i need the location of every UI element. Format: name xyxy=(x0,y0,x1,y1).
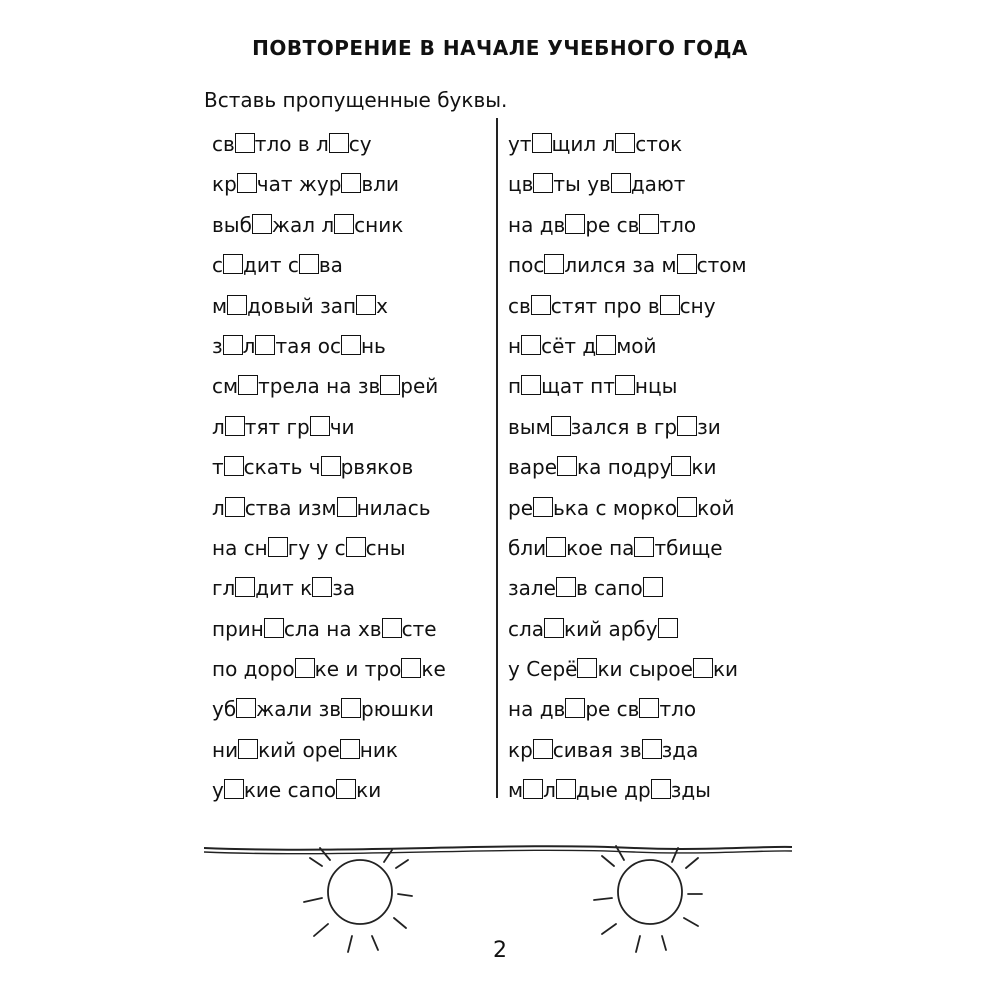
word-fragment: сла xyxy=(508,616,545,641)
exercise-item xyxy=(212,450,446,490)
exercise-item xyxy=(508,612,747,652)
word-fragment: ва xyxy=(318,253,343,278)
missing-letter-box[interactable] xyxy=(639,214,659,234)
exercise-item xyxy=(508,571,747,611)
exercise-item xyxy=(508,127,747,167)
missing-letter-box[interactable] xyxy=(533,173,553,193)
word-fragment: стят про в xyxy=(550,293,660,318)
word-fragment: кие сапо xyxy=(243,778,337,803)
word-fragment: сла на хв xyxy=(283,616,382,641)
missing-letter-box[interactable] xyxy=(321,456,341,476)
word-fragment: рюшки xyxy=(361,697,434,722)
word-fragment: зи xyxy=(697,414,721,439)
exercise-item xyxy=(212,289,446,329)
exercise-item xyxy=(508,652,747,692)
word-fragment: тая ос xyxy=(275,333,341,358)
word-fragment: м xyxy=(508,778,524,803)
word-fragment: рвяков xyxy=(340,455,414,480)
word-fragment: в сапо xyxy=(575,576,643,601)
word-fragment: ни xyxy=(212,737,239,762)
missing-letter-box[interactable] xyxy=(356,295,376,315)
missing-letter-box[interactable] xyxy=(312,577,332,597)
missing-letter-box[interactable] xyxy=(660,295,680,315)
word-fragment: жал л xyxy=(271,212,335,237)
sun-icon xyxy=(300,840,420,960)
word-fragment: л xyxy=(212,414,225,439)
exercise-item xyxy=(212,531,446,571)
missing-letter-box[interactable] xyxy=(658,618,678,638)
exercise-item xyxy=(508,531,747,571)
exercise-item xyxy=(212,571,446,611)
word-fragment: ты ув xyxy=(553,172,611,197)
exercise-item xyxy=(212,491,446,531)
missing-letter-box[interactable] xyxy=(556,779,576,799)
exercise-item xyxy=(212,652,446,692)
word-fragment: л xyxy=(242,333,256,358)
word-fragment: ре св xyxy=(585,212,640,237)
missing-letter-box[interactable] xyxy=(532,133,552,153)
word-fragment: ки сырое xyxy=(597,657,693,682)
word-fragment: сну xyxy=(679,293,716,318)
word-fragment: зды xyxy=(670,778,711,803)
word-fragment: рей xyxy=(400,374,439,399)
word-fragment: на дв xyxy=(508,212,566,237)
exercise-item xyxy=(508,450,747,490)
word-fragment: нцы xyxy=(634,374,678,399)
exercise-item xyxy=(508,167,747,207)
word-fragment: зался в гр xyxy=(570,414,678,439)
word-fragment: л xyxy=(543,778,556,803)
word-fragment: щил л xyxy=(551,132,616,156)
word-fragment: у Серё xyxy=(508,657,578,682)
word-fragment: нь xyxy=(360,333,386,358)
word-fragment: на дв xyxy=(508,697,566,722)
missing-letter-box[interactable] xyxy=(693,658,713,678)
word-fragment: тло xyxy=(659,212,697,237)
column-divider xyxy=(496,118,498,798)
missing-letter-box[interactable] xyxy=(544,618,564,638)
exercise-left-column xyxy=(212,127,446,814)
missing-letter-box[interactable] xyxy=(642,739,662,759)
word-fragment: дые др xyxy=(575,778,651,803)
word-fragment: дают xyxy=(630,172,686,197)
exercise-item xyxy=(508,329,747,369)
word-fragment: сток xyxy=(635,132,683,156)
word-fragment: см xyxy=(212,374,239,399)
word-fragment: сте xyxy=(401,616,437,641)
missing-letter-box[interactable] xyxy=(341,173,361,193)
word-fragment: су xyxy=(348,132,372,156)
missing-letter-box[interactable] xyxy=(255,335,275,355)
word-fragment: лился за м xyxy=(564,253,677,278)
word-fragment: сны xyxy=(365,535,406,560)
word-fragment: трела на зв xyxy=(258,374,381,399)
missing-letter-box[interactable] xyxy=(615,133,635,153)
word-fragment: довый зап xyxy=(247,293,357,318)
missing-letter-box[interactable] xyxy=(236,698,256,718)
missing-letter-box[interactable] xyxy=(346,537,366,557)
word-fragment: кий арбу xyxy=(564,616,658,641)
missing-letter-box[interactable] xyxy=(341,698,361,718)
word-fragment: кой xyxy=(697,495,735,520)
missing-letter-box[interactable] xyxy=(611,173,631,193)
exercise-item xyxy=(508,248,747,288)
word-fragment: нилась xyxy=(356,495,431,520)
word-fragment: ут xyxy=(508,132,532,156)
missing-letter-box[interactable] xyxy=(299,254,319,274)
missing-letter-box[interactable] xyxy=(546,537,566,557)
missing-letter-box[interactable] xyxy=(401,658,421,678)
word-fragment: тло в л xyxy=(254,132,329,156)
word-fragment: тбище xyxy=(654,535,723,560)
word-fragment: ка подру xyxy=(577,455,672,480)
word-fragment: ки xyxy=(691,455,717,480)
word-fragment: чи xyxy=(329,414,355,439)
word-fragment: вым xyxy=(508,414,551,439)
missing-letter-box[interactable] xyxy=(238,375,258,395)
word-fragment: тло xyxy=(659,697,697,722)
word-fragment: п xyxy=(508,374,522,399)
sun-icon xyxy=(590,840,710,960)
word-fragment: ки xyxy=(356,778,382,803)
word-fragment: зале xyxy=(508,576,556,601)
word-fragment: ке и тро xyxy=(314,657,402,682)
word-fragment: скать ч xyxy=(243,455,321,480)
exercise-item xyxy=(508,773,747,813)
missing-letter-box[interactable] xyxy=(329,133,349,153)
missing-letter-box[interactable] xyxy=(223,335,243,355)
missing-letter-box[interactable] xyxy=(557,456,577,476)
missing-letter-box[interactable] xyxy=(556,577,576,597)
missing-letter-box[interactable] xyxy=(336,779,356,799)
missing-letter-box[interactable] xyxy=(252,214,272,234)
missing-letter-box[interactable] xyxy=(523,779,543,799)
word-fragment: м xyxy=(212,293,228,318)
word-fragment: ки xyxy=(712,657,739,682)
exercise-item xyxy=(508,733,747,773)
word-fragment: ре xyxy=(508,495,533,520)
missing-letter-box[interactable] xyxy=(677,416,697,436)
word-fragment: щат пт xyxy=(541,374,615,399)
missing-letter-box[interactable] xyxy=(380,375,400,395)
exercise-item xyxy=(212,167,446,207)
missing-letter-box[interactable] xyxy=(334,214,354,234)
word-fragment: на сн xyxy=(212,535,268,560)
missing-letter-box[interactable] xyxy=(223,254,243,274)
exercise-item xyxy=(212,692,446,732)
word-fragment: кр xyxy=(212,172,237,197)
word-fragment: выб xyxy=(212,212,252,237)
exercise-item xyxy=(508,692,747,732)
word-fragment: вли xyxy=(361,172,399,197)
missing-letter-box[interactable] xyxy=(521,335,541,355)
exercise-item xyxy=(212,410,446,450)
missing-letter-box[interactable] xyxy=(224,456,244,476)
exercise-instruction: Вставь пропущенные буквы. xyxy=(204,88,508,112)
missing-letter-box[interactable] xyxy=(643,577,663,597)
exercise-item xyxy=(508,208,747,248)
word-fragment: ке xyxy=(421,657,446,682)
missing-letter-box[interactable] xyxy=(634,537,654,557)
missing-letter-box[interactable] xyxy=(565,214,585,234)
word-fragment: дит к xyxy=(255,576,313,601)
word-fragment: бли xyxy=(508,535,547,560)
exercise-item xyxy=(212,369,446,409)
missing-letter-box[interactable] xyxy=(264,618,284,638)
word-fragment: сёт д xyxy=(541,333,597,358)
missing-letter-box[interactable] xyxy=(677,254,697,274)
word-fragment: л xyxy=(212,495,225,520)
exercise-item xyxy=(508,410,747,450)
exercise-item xyxy=(212,248,446,288)
missing-letter-box[interactable] xyxy=(225,497,245,517)
missing-letter-box[interactable] xyxy=(235,577,255,597)
page-title: ПОВТОРЕНИЕ В НАЧАЛЕ УЧЕБНОГО ГОДА xyxy=(252,36,748,60)
word-fragment: кое па xyxy=(566,535,635,560)
word-fragment: ник xyxy=(359,737,398,762)
word-fragment: т xyxy=(212,455,224,480)
missing-letter-box[interactable] xyxy=(544,254,564,274)
exercise-item xyxy=(212,773,446,813)
missing-letter-box[interactable] xyxy=(295,658,315,678)
exercise-item xyxy=(212,612,446,652)
word-fragment: ре св xyxy=(585,697,640,722)
missing-letter-box[interactable] xyxy=(651,779,671,799)
missing-letter-box[interactable] xyxy=(337,497,357,517)
word-fragment: кий оре xyxy=(258,737,340,762)
missing-letter-box[interactable] xyxy=(677,497,697,517)
word-fragment: жали зв xyxy=(256,697,342,722)
exercise-item xyxy=(212,329,446,369)
exercise-item xyxy=(212,127,446,167)
missing-letter-box[interactable] xyxy=(227,295,247,315)
missing-letter-box[interactable] xyxy=(521,375,541,395)
word-fragment: зда xyxy=(661,737,699,762)
exercise-right-column xyxy=(508,127,747,814)
missing-letter-box[interactable] xyxy=(565,698,585,718)
exercise-item xyxy=(212,733,446,773)
word-fragment: ька с морко xyxy=(553,495,678,520)
word-fragment: за xyxy=(332,576,356,601)
word-fragment: н xyxy=(508,333,522,358)
word-fragment: варе xyxy=(508,455,558,480)
word-fragment: кр xyxy=(508,737,533,762)
missing-letter-box[interactable] xyxy=(671,456,691,476)
word-fragment: стом xyxy=(696,253,747,278)
missing-letter-box[interactable] xyxy=(382,618,402,638)
exercise-item xyxy=(508,289,747,329)
exercise-item xyxy=(508,369,747,409)
missing-letter-box[interactable] xyxy=(268,537,288,557)
word-fragment: з xyxy=(212,333,223,358)
word-fragment: чат жур xyxy=(256,172,342,197)
word-fragment: пос xyxy=(508,253,545,278)
missing-letter-box[interactable] xyxy=(577,658,597,678)
missing-letter-box[interactable] xyxy=(310,416,330,436)
missing-letter-box[interactable] xyxy=(235,133,255,153)
missing-letter-box[interactable] xyxy=(238,739,258,759)
missing-letter-box[interactable] xyxy=(639,698,659,718)
missing-letter-box[interactable] xyxy=(225,416,245,436)
word-fragment: мой xyxy=(616,333,657,358)
word-fragment: св xyxy=(508,293,531,318)
missing-letter-box[interactable] xyxy=(596,335,616,355)
word-fragment: у xyxy=(212,778,224,803)
word-fragment: прин xyxy=(212,616,264,641)
word-fragment: х xyxy=(376,293,388,318)
word-fragment: уб xyxy=(212,697,237,722)
word-fragment: ства изм xyxy=(244,495,337,520)
exercise-item xyxy=(212,208,446,248)
word-fragment: св xyxy=(212,132,235,156)
missing-letter-box[interactable] xyxy=(340,739,360,759)
exercise-item xyxy=(508,491,747,531)
word-fragment: тят гр xyxy=(244,414,310,439)
missing-letter-box[interactable] xyxy=(533,497,553,517)
word-fragment: гл xyxy=(212,576,236,601)
word-fragment: цв xyxy=(508,172,534,197)
page-number: 2 xyxy=(493,938,507,963)
missing-letter-box[interactable] xyxy=(531,295,551,315)
missing-letter-box[interactable] xyxy=(533,739,553,759)
missing-letter-box[interactable] xyxy=(237,173,257,193)
word-fragment: с xyxy=(212,253,223,278)
word-fragment: сивая зв xyxy=(552,737,642,762)
missing-letter-box[interactable] xyxy=(224,779,244,799)
missing-letter-box[interactable] xyxy=(551,416,571,436)
word-fragment: дит с xyxy=(243,253,299,278)
missing-letter-box[interactable] xyxy=(341,335,361,355)
word-fragment: сник xyxy=(354,212,404,237)
missing-letter-box[interactable] xyxy=(615,375,635,395)
word-fragment: гу у с xyxy=(287,535,346,560)
word-fragment: по доро xyxy=(212,657,295,682)
